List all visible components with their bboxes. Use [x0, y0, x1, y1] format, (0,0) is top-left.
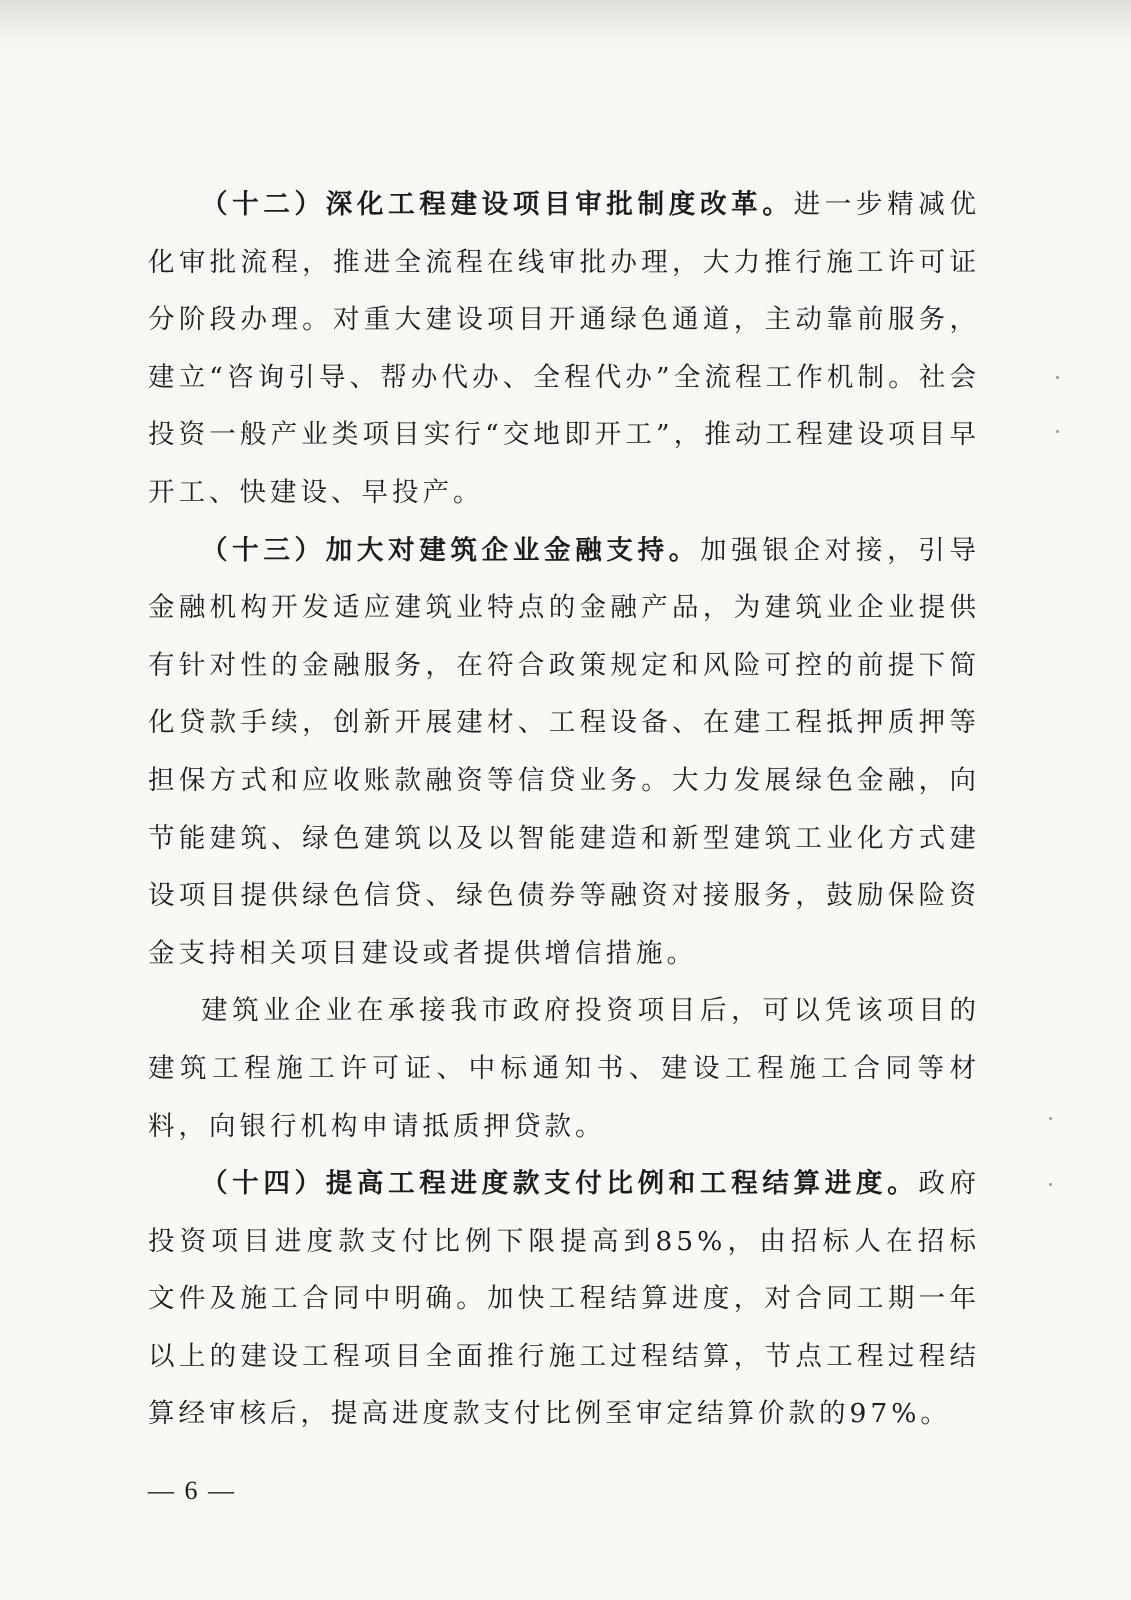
scan-edge-shadow [0, 0, 1131, 40]
page-number: — 6 — [148, 1476, 236, 1505]
paragraph-fourteen-heading: （十四）提高工程进度款支付比例和工程结算进度。 [201, 1168, 919, 1200]
paragraph-fourteen-text: 政府投资项目进度款支付比例下限提高到85%，由招标人在招标文件及施工合同中明确。加快工程结算进度，对合同工期一年以上的建设工程项目全面推行施工过程结算，节点工程过程结算经审核后，提高进度款支付比例至审定结算价款的97%。 [148, 1168, 980, 1430]
scan-speck [1056, 430, 1059, 433]
scan-speck [1049, 1117, 1052, 1120]
paragraph-twelve-text: 进一步精减优化审批流程，推进全流程在线审批办理，大力推行施工许可证分阶段办理。对重大建设项目开通绿色通道，主动靠前服务，建立“咨询引导、帮办代办、全程代办”全流程工作机制。社会投资一般产业类项目实行“交地即开工”，推动工程建设项目早开工、快建设、早投产。 [148, 189, 980, 508]
paragraph-twelve [148, 176, 980, 522]
document-body [148, 176, 980, 1443]
paragraph-twelve-heading: （十二）深化工程建设项目审批制度改革。 [201, 189, 794, 220]
paragraph-thirteen-heading: （十三）加大对建筑企业金融支持。 [201, 534, 700, 566]
paragraph-loan-note-text: 建筑业企业在承接我市政府投资项目后，可以凭该项目的建筑工程施工许可证、中标通知书、建设工程施工合同等材料，向银行机构申请抵质押贷款。 [148, 995, 980, 1142]
paragraph-fourteen [148, 1155, 980, 1443]
paragraph-thirteen-text: 加强银企对接，引导金融机构开发适应建筑业特点的金融产品，为建筑业企业提供有针对性的金融服务，在符合政策规定和风险可控的前提下简化贷款手续，创新开展建材、工程设备、在建工程抵押质押等担保方式和应收账款融资等信贷业务。大力发展绿色金融，向节能建筑、绿色建筑以及以智能建造和新型建筑工业化方式建设项目提供绿色信贷、绿色债券等融资对接服务，鼓励保险资金支持相关项目建设或者提供增信措施。 [148, 534, 980, 969]
paragraph-loan-note [148, 982, 980, 1155]
scan-speck [1049, 1183, 1052, 1186]
scan-speck [1056, 376, 1059, 379]
paragraph-thirteen [148, 522, 980, 983]
